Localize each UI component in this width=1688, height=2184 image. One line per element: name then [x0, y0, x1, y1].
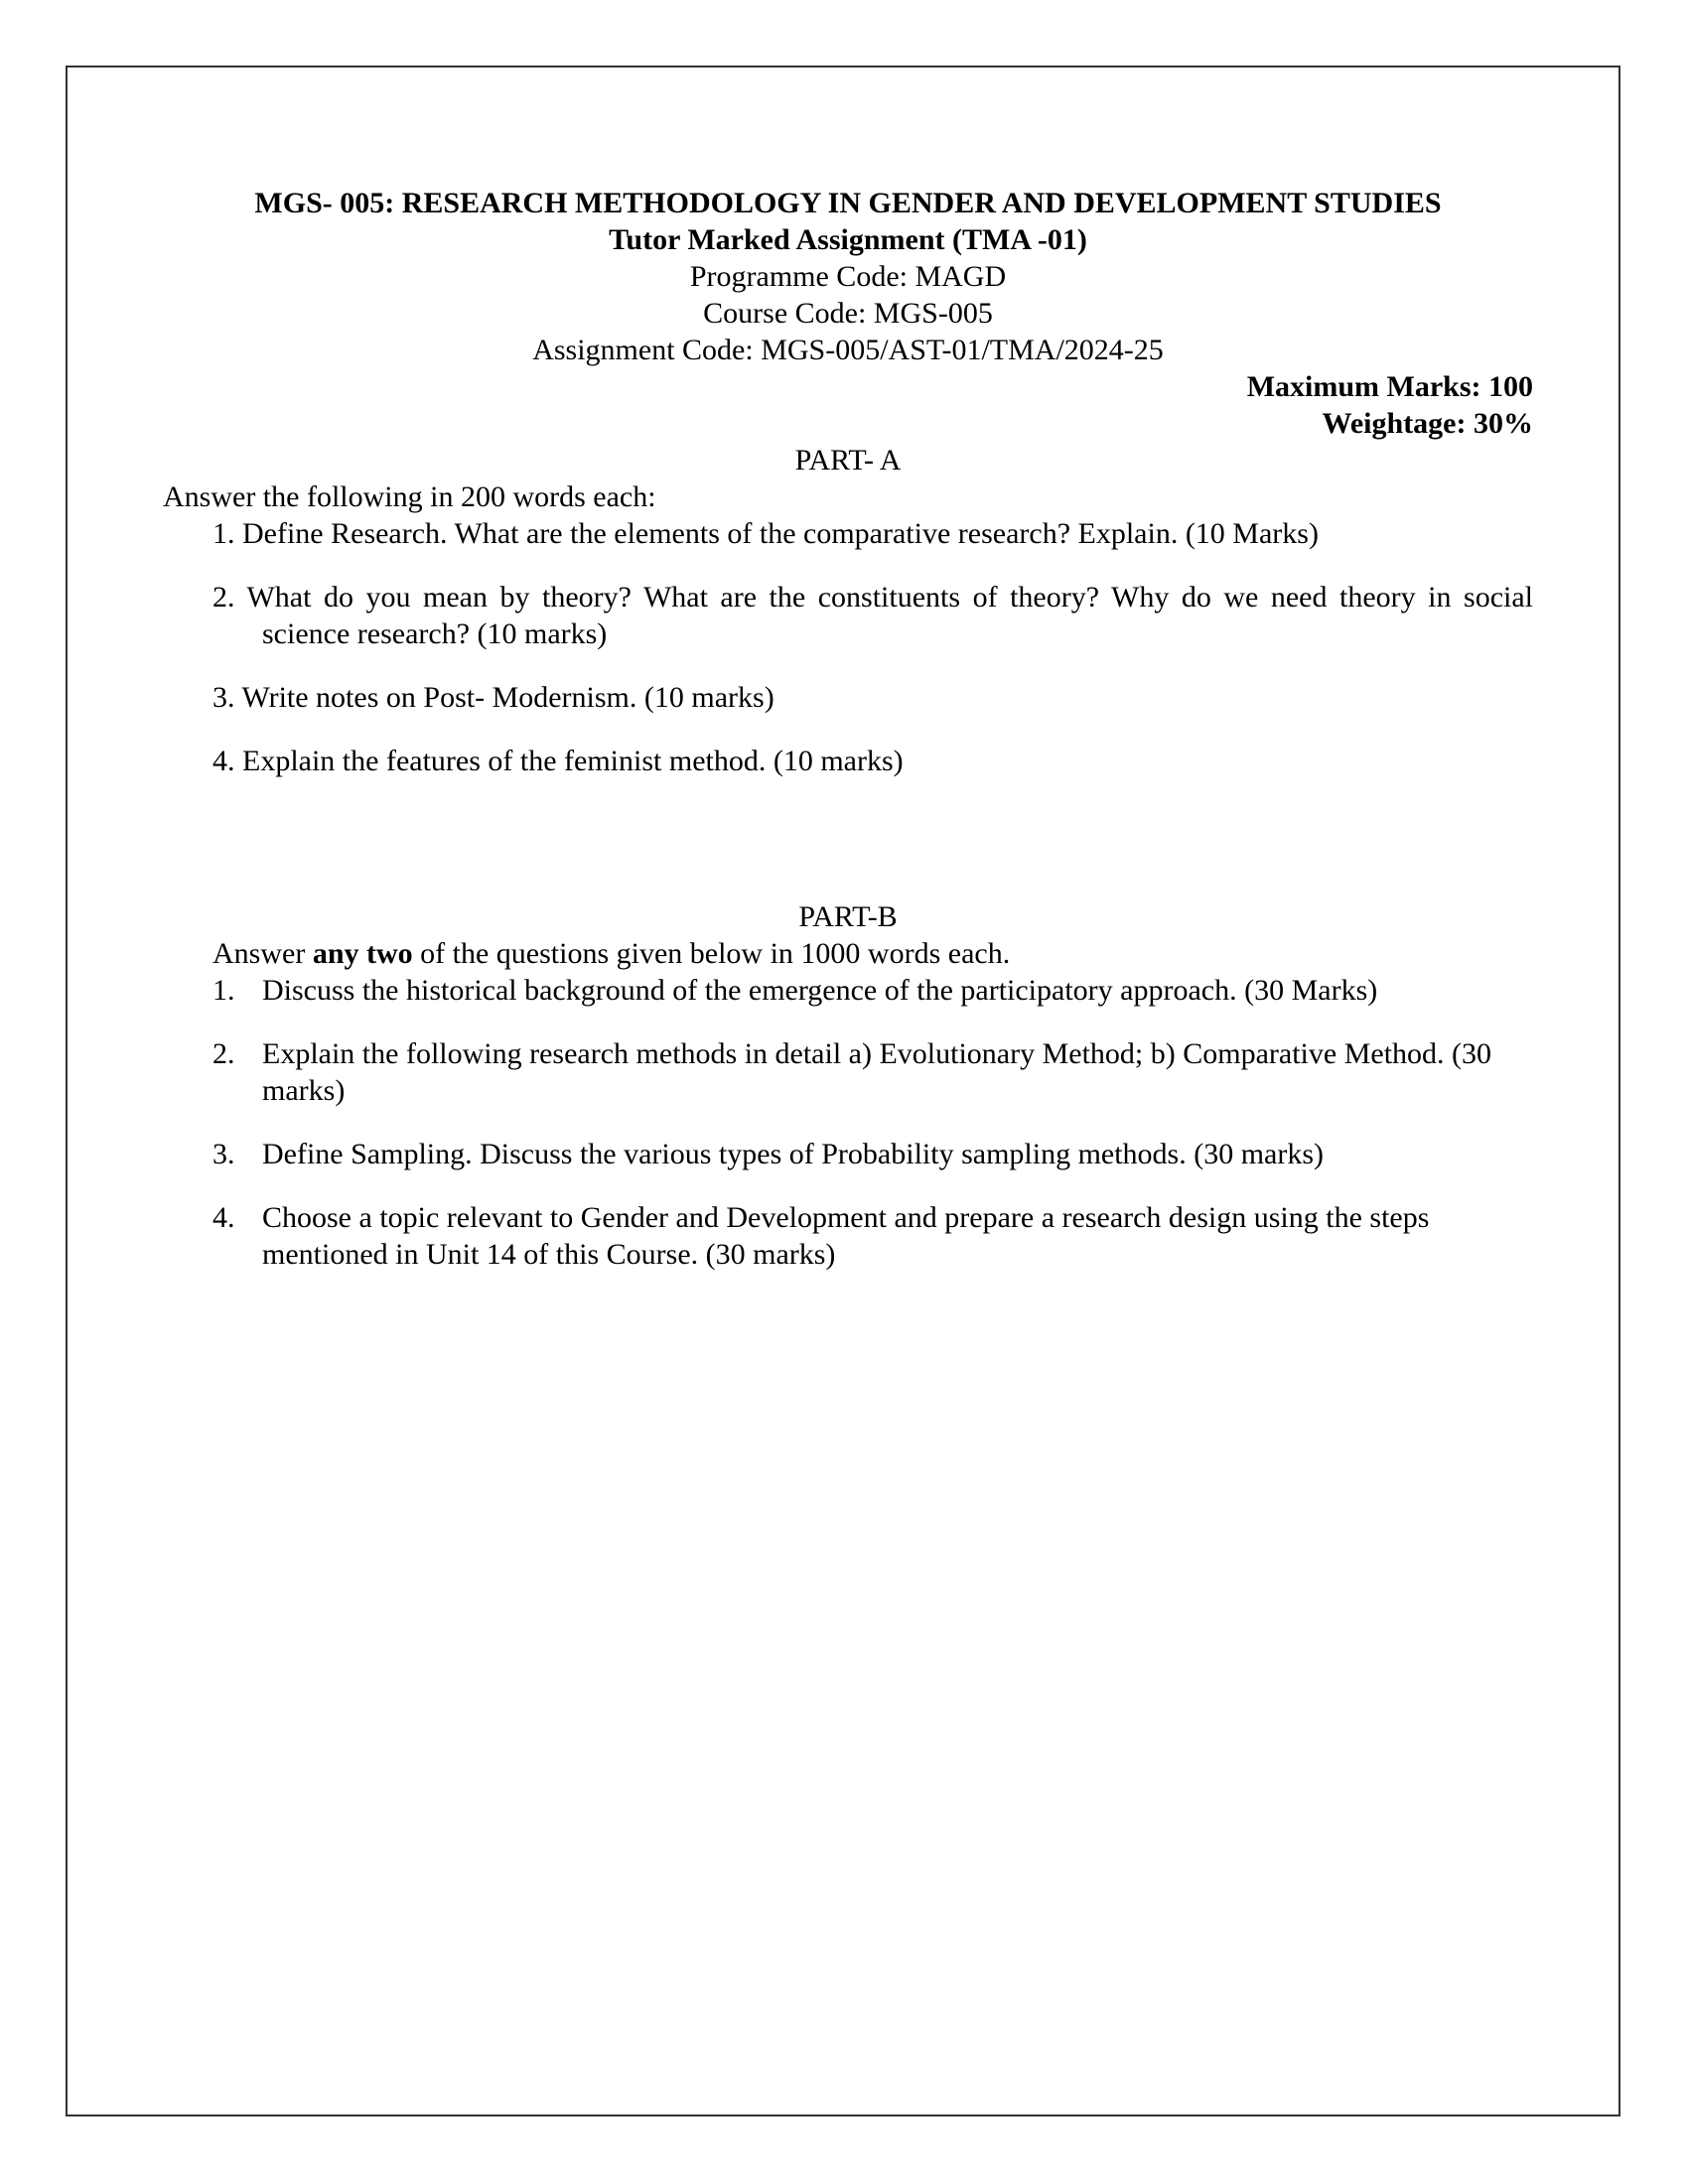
- question-text: What do you mean by theory? What are the constituents of theory? Why do we need theory in social science research? (10 marks): [246, 581, 1533, 650]
- question-number: 3.: [212, 1138, 235, 1170]
- question-number: 4.: [212, 1201, 235, 1234]
- question-text: Define Sampling. Discuss the various types of Probability sampling methods. (30 marks): [262, 1138, 1325, 1170]
- part-a-question: [212, 515, 1533, 552]
- document-title: MGS- 005: RESEARCH METHODOLOGY IN GENDER AND DEVELOPMENT STUDIES: [254, 187, 1442, 219]
- question-number: 1.: [212, 974, 235, 1007]
- question-text: Choose a topic relevant to Gender and Development and prepare a research design using the steps mentioned in Unit 14 of this Course. (30 marks): [262, 1201, 1430, 1271]
- part-a-question: [212, 743, 1533, 779]
- part-b-heading: PART-B: [798, 900, 898, 933]
- part-b-question: [212, 1035, 1533, 1109]
- document-body: [163, 185, 1533, 1299]
- instruction-suffix: of the questions given below in 1000 words each.: [412, 937, 1011, 970]
- part-b-question: [212, 1199, 1533, 1273]
- instruction-prefix: Answer: [212, 937, 313, 970]
- part-a-question: [212, 579, 1533, 652]
- part-b-instruction: [212, 935, 1533, 972]
- assignment-code: Assignment Code: MGS-005/AST-01/TMA/2024-25: [532, 334, 1164, 366]
- part-a-heading: PART- A: [794, 444, 902, 477]
- part-a-question-list: [163, 515, 1533, 779]
- question-number: 1.: [212, 517, 235, 550]
- maximum-marks: Maximum Marks: 100: [1246, 370, 1533, 403]
- question-number: 2.: [212, 581, 235, 614]
- weightage: Weightage: 30%: [1322, 407, 1533, 440]
- part-b-question-list: [163, 972, 1533, 1273]
- section-spacer: [163, 806, 1533, 898]
- question-text: Discuss the historical background of the emergence of the participatory approach. (30 Marks): [262, 974, 1378, 1007]
- part-a-instruction: Answer the following in 200 words each:: [163, 480, 656, 513]
- question-text: Define Research. What are the elements of the comparative research? Explain. (10 Marks): [242, 517, 1319, 550]
- question-number: 4.: [212, 745, 235, 777]
- part-b-question: [212, 972, 1533, 1009]
- question-text: Explain the following research methods in detail a) Evolutionary Method; b) Comparative Method. (30 marks): [262, 1037, 1492, 1107]
- instruction-emphasis: any two: [312, 937, 413, 970]
- question-number: 2.: [212, 1037, 235, 1070]
- programme-code: Programme Code: MAGD: [689, 260, 1007, 293]
- question-number: 3.: [212, 681, 235, 714]
- part-b-question: [212, 1136, 1533, 1172]
- part-a-question: [212, 679, 1533, 716]
- assignment-subtitle: Tutor Marked Assignment (TMA -01): [609, 223, 1087, 256]
- question-text: Write notes on Post- Modernism. (10 marks): [241, 681, 774, 714]
- course-code: Course Code: MGS-005: [703, 297, 993, 330]
- question-text: Explain the features of the feminist method. (10 marks): [242, 745, 904, 777]
